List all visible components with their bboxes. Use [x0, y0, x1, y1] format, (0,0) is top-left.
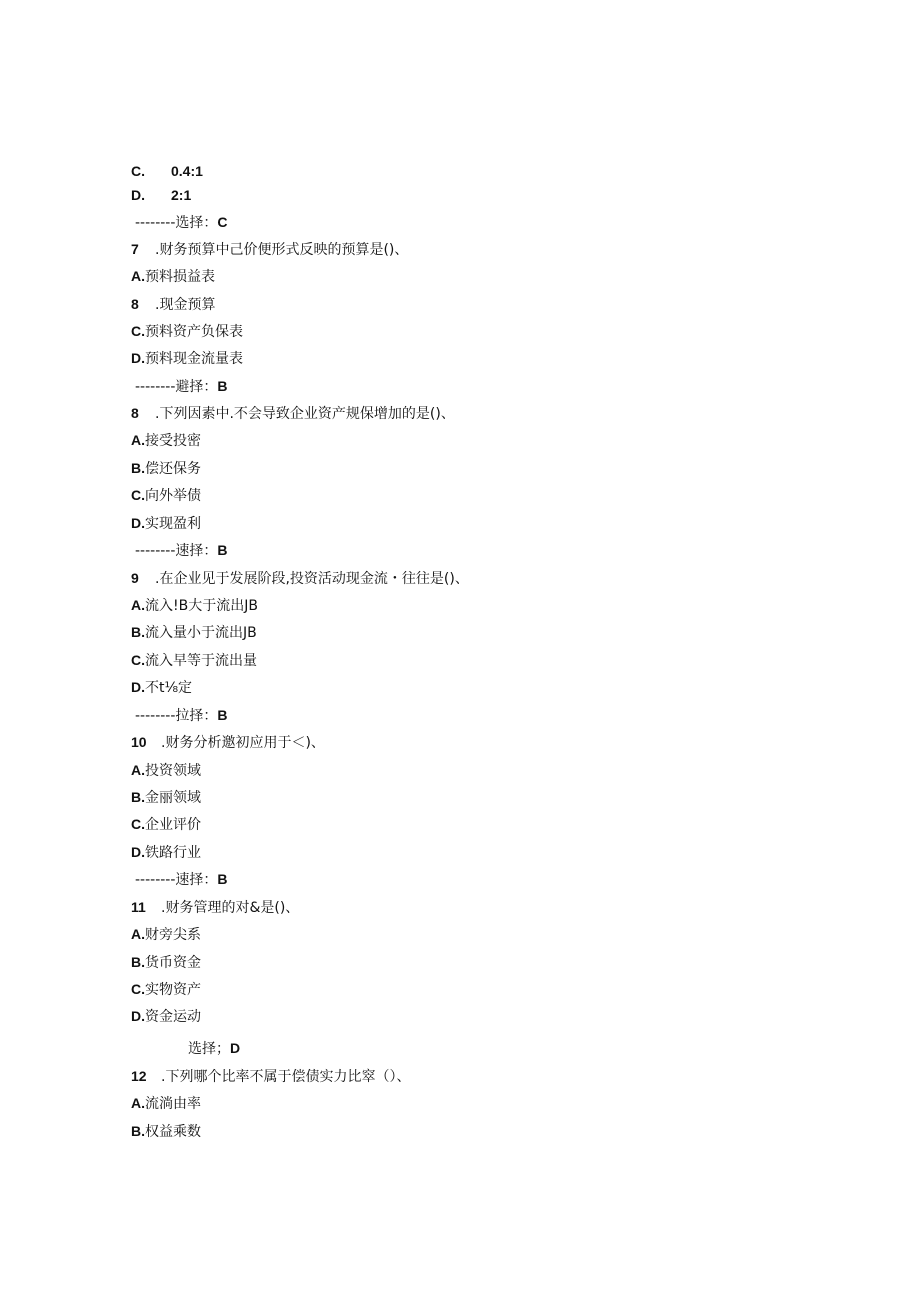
answer-line: 选择；D — [188, 1040, 241, 1057]
question-line: 8 .现金预算 — [131, 296, 216, 313]
option-line: D.实现盈利 — [131, 515, 201, 532]
option-line: B.金丽领域 — [131, 789, 201, 806]
option-line: C.流入早等于流出量 — [131, 652, 257, 669]
option-line: D.铁路行业 — [131, 844, 201, 861]
question-line: 9 .在企业见于发展阶段,投资活动现金流・往往是()、 — [131, 570, 469, 587]
option-line: A.财旁尖系 — [131, 926, 201, 943]
question-line: 7 .财务预算中己价便形式反映的预算是()、 — [131, 241, 409, 258]
answer-line: --------速择：B — [135, 871, 228, 888]
option-line: A.接受投密 — [131, 432, 201, 449]
question-line: 10 .财务分析邀初应用于＜)、 — [131, 734, 325, 751]
option-line: C. 0.4:1 — [131, 163, 203, 179]
option-line: D.预料现金流量表 — [131, 350, 243, 367]
option-line: B.流入量小于流出JB — [131, 624, 257, 641]
question-line: 8 .下列因素中.不会导致企业资产规保增加的是()、 — [131, 405, 455, 422]
answer-line: --------拉择：B — [135, 707, 228, 724]
option-line: B.货币资金 — [131, 954, 201, 971]
option-line: C.向外举债 — [131, 487, 201, 504]
option-line: A.流淌由率 — [131, 1095, 201, 1112]
answer-line: --------选择：C — [135, 214, 228, 231]
option-line: C.实物资产 — [131, 981, 201, 998]
option-line: B.偿还保务 — [131, 460, 201, 477]
option-line: D.不t⅛定 — [131, 679, 193, 696]
option-line: A.流入!B大于流出JB — [131, 597, 258, 614]
question-line: 12 .下列哪个比率不属于偿债实力比窣（）、 — [131, 1068, 411, 1085]
option-line: C.企业评价 — [131, 816, 201, 833]
option-line: A.预料损益表 — [131, 268, 215, 285]
answer-line: --------速择：B — [135, 542, 228, 559]
option-line: D.资金运动 — [131, 1008, 201, 1025]
answer-line: --------避择：B — [135, 378, 228, 395]
option-line: B.权益乘数 — [131, 1123, 201, 1140]
option-line: D. 2:1 — [131, 187, 192, 203]
question-line: 11 .财务管理的对&是()、 — [131, 899, 300, 916]
option-line: C.预料资产负保表 — [131, 323, 243, 340]
option-line: A.投资领域 — [131, 762, 201, 779]
